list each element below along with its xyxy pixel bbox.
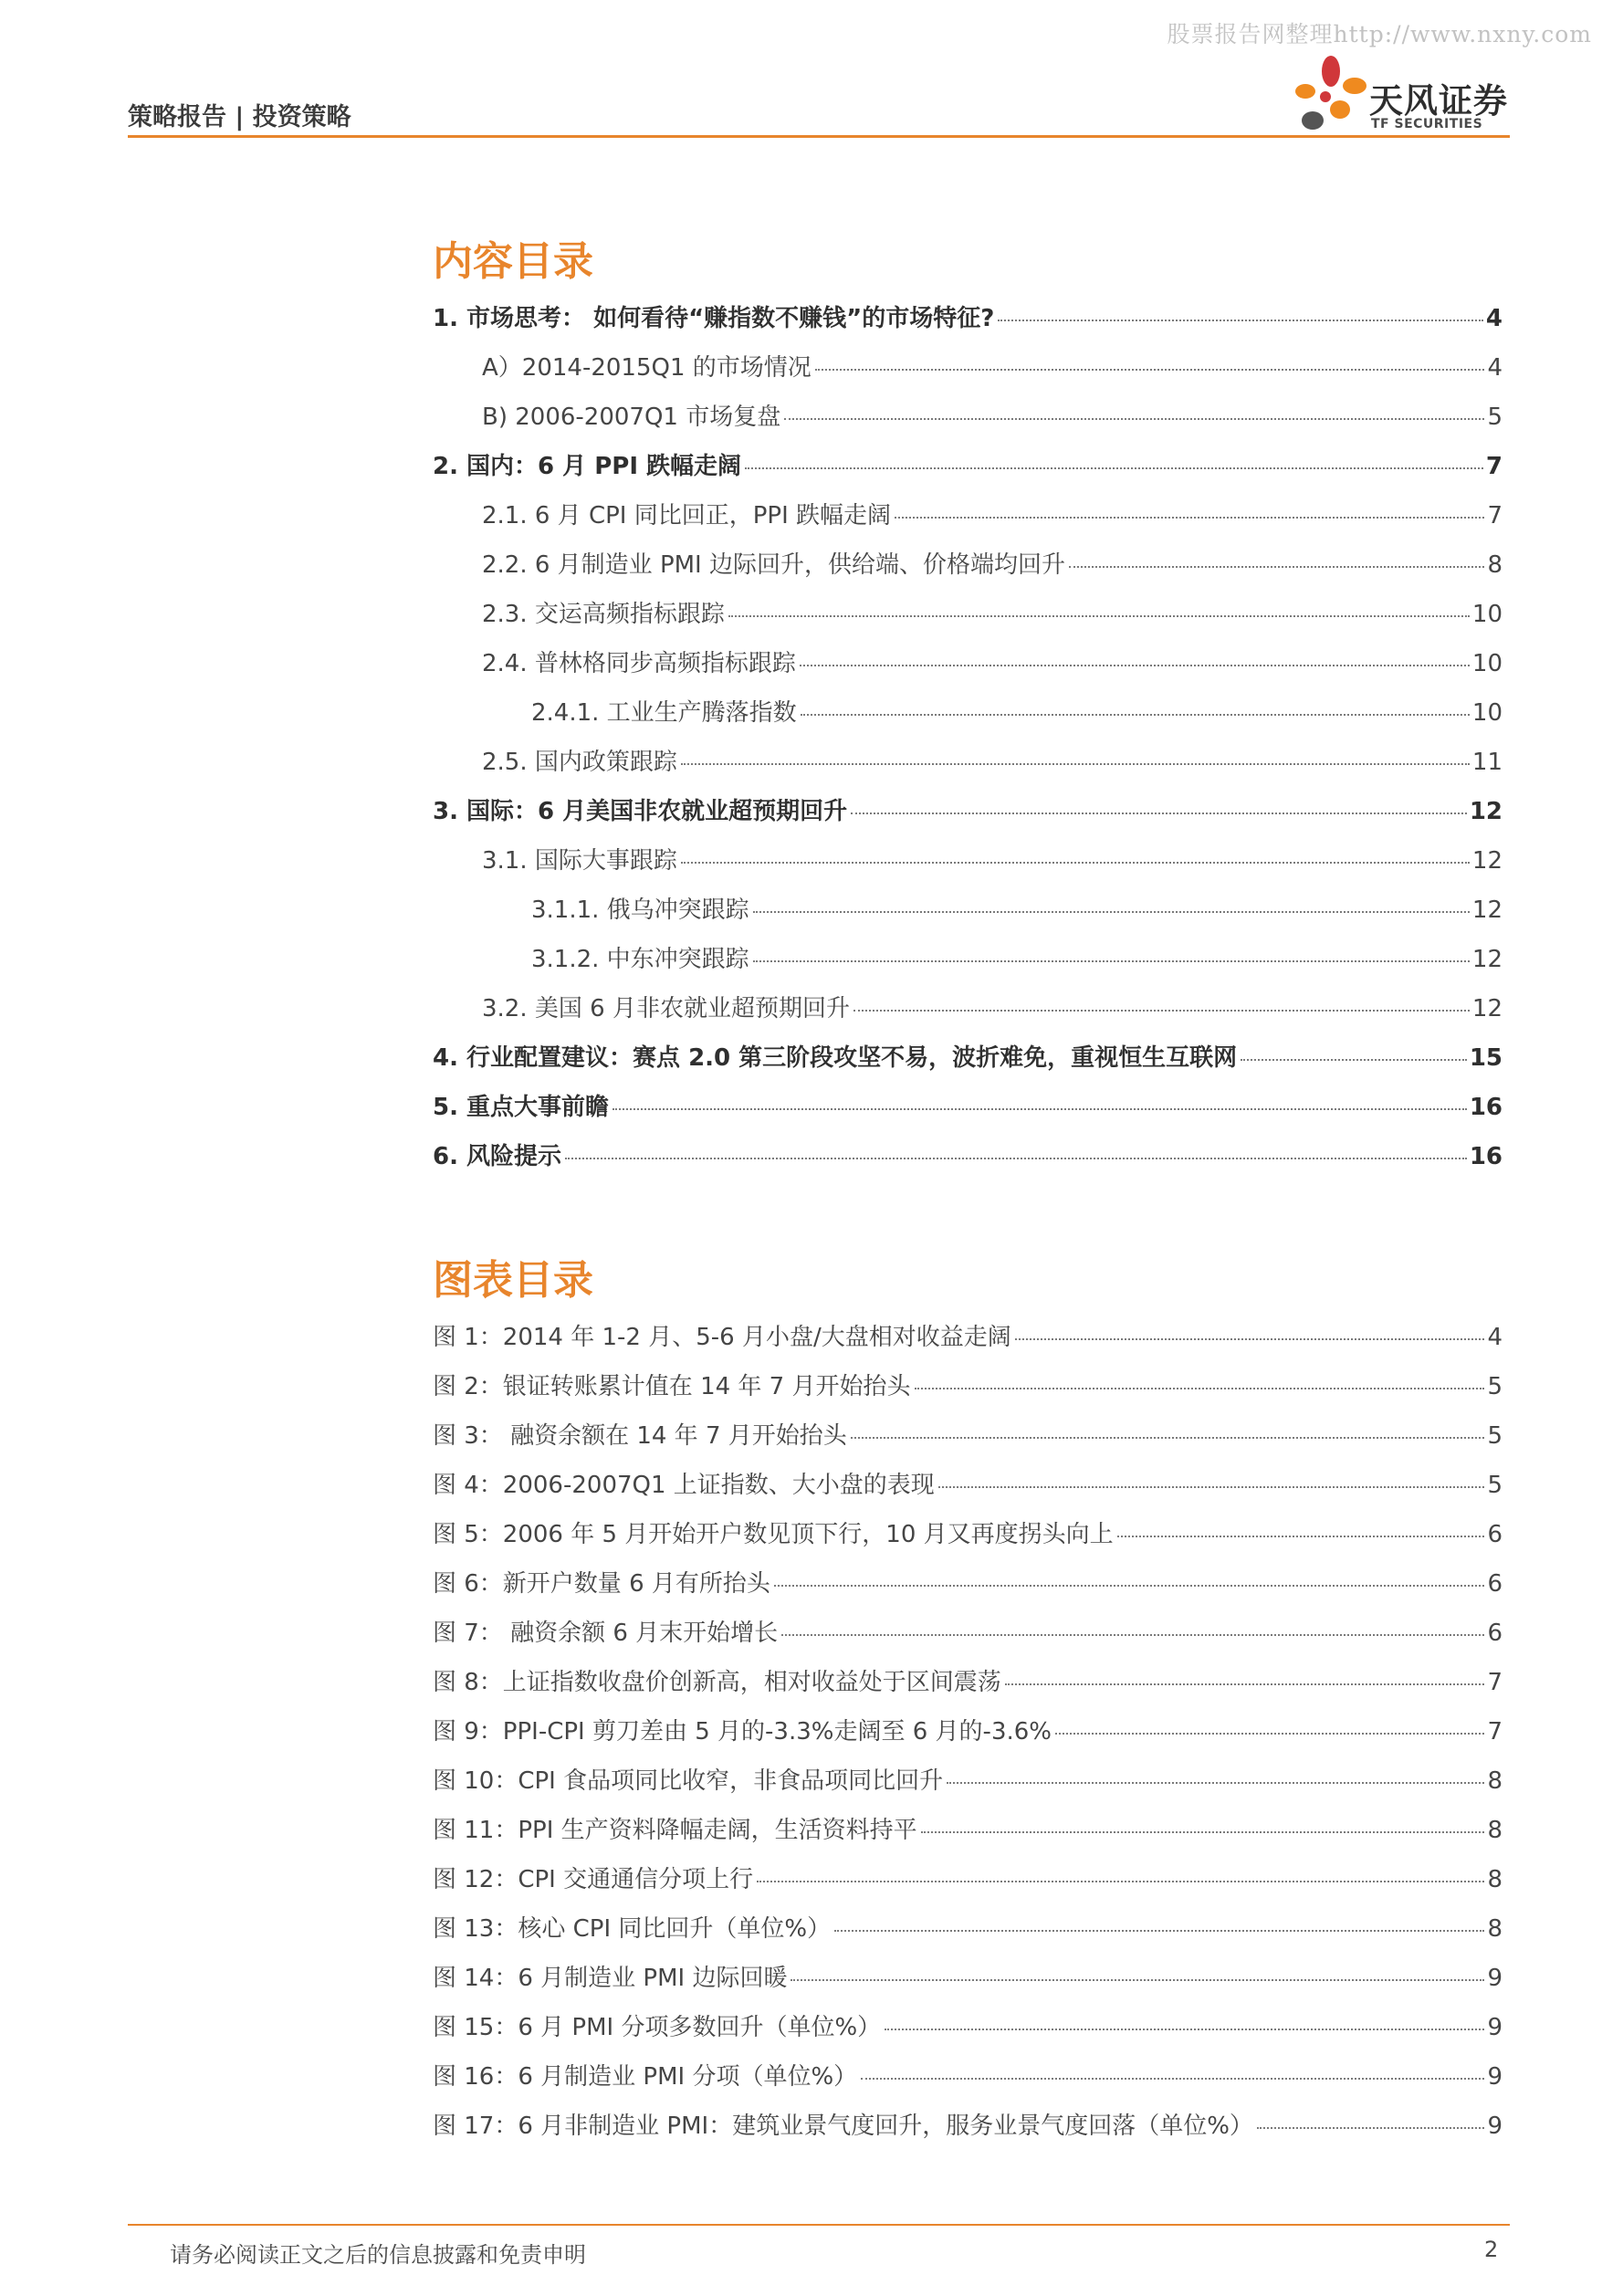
- figure-entry[interactable]: [433, 2008, 1503, 2045]
- figure-entry-page: 9: [1487, 2063, 1503, 2091]
- figure-entry-page: 6: [1487, 1521, 1503, 1548]
- figure-entry-label: 图 10：CPI 食品项同比收窄，非食品项同比回升: [433, 1767, 944, 1795]
- toc-entry-page: 12: [1471, 896, 1503, 924]
- figure-entry-label: 图 9：PPI-CPI 剪刀差由 5 月的-3.3%走阔至 6 月的-3.6%: [433, 1718, 1052, 1746]
- toc-entry-label: B) 2006-2007Q1 市场复盘: [482, 404, 781, 431]
- toc-entry-page: 16: [1469, 1143, 1503, 1170]
- figure-entry-page: 5: [1487, 1472, 1503, 1499]
- figure-entry-label: 图 6：新开户数量 6 月有所抬头: [433, 1570, 770, 1598]
- dot-leader: [681, 862, 1470, 864]
- contents-title: 内容目录: [433, 238, 593, 285]
- toc-entry-label: A）2014-2015Q1 的市场情况: [482, 354, 812, 382]
- figure-entry-page: 8: [1487, 1767, 1503, 1795]
- toc-entry-label: 1. 市场思考： 如何看待“赚指数不赚钱”的市场特征?: [433, 305, 995, 332]
- toc-entry-page: 5: [1487, 404, 1503, 431]
- dot-leader: [1069, 566, 1484, 568]
- toc-entry-label: 2.5. 国内政策跟踪: [482, 749, 677, 776]
- company-logo: [1285, 53, 1510, 141]
- toc-entry-label: 5. 重点大事前瞻: [433, 1094, 610, 1121]
- toc-entry-page: 8: [1487, 551, 1503, 579]
- figure-entry[interactable]: [433, 1762, 1503, 1798]
- toc-entry[interactable]: [482, 497, 1503, 533]
- toc-entry-page: 12: [1469, 798, 1503, 825]
- figure-entry-label: 图 11：PPI 生产资料降幅走阔，生活资料持平: [433, 1817, 917, 1844]
- figure-entry[interactable]: [433, 2107, 1503, 2144]
- toc-entry[interactable]: [433, 1138, 1503, 1174]
- figure-entry-page: 6: [1487, 1570, 1503, 1598]
- toc-entry-page: 4: [1487, 354, 1503, 382]
- figure-entry-label: 图 4：2006-2007Q1 上证指数、大小盘的表现: [433, 1472, 935, 1499]
- dot-leader: [895, 517, 1484, 519]
- toc-entry[interactable]: [482, 645, 1503, 681]
- figure-entry[interactable]: [433, 1515, 1503, 1552]
- toc-entry-page: 10: [1471, 650, 1503, 677]
- figure-entry-page: 9: [1487, 2113, 1503, 2140]
- figure-entry-label: 图 3： 融资余额在 14 年 7 月开始抬头: [433, 1422, 847, 1450]
- tf-flower-logo-icon: [1285, 53, 1369, 141]
- figure-entry[interactable]: [433, 1663, 1503, 1700]
- toc-entry[interactable]: [531, 940, 1503, 977]
- dot-leader: [938, 1486, 1485, 1488]
- dot-leader: [753, 911, 1470, 913]
- figure-entry-page: 8: [1487, 1866, 1503, 1893]
- dot-leader: [1241, 1059, 1467, 1061]
- toc-entry-label: 2.3. 交运高频指标跟踪: [482, 601, 725, 628]
- toc-entry-label: 6. 风险提示: [433, 1143, 562, 1170]
- toc-entry-label: 2.1. 6 月 CPI 同比回正，PPI 跌幅走阔: [482, 502, 892, 529]
- figure-entry[interactable]: [433, 1910, 1503, 1946]
- figure-entry-label: 图 2：银证转账累计值在 14 年 7 月开始抬头: [433, 1373, 911, 1400]
- toc-entry[interactable]: [531, 694, 1503, 730]
- dot-leader: [781, 1634, 1484, 1636]
- figure-entry-label: 图 8：上证指数收盘价创新高，相对收益处于区间震荡: [433, 1669, 1001, 1696]
- figure-entry[interactable]: [433, 1861, 1503, 1897]
- figure-entry[interactable]: [433, 1565, 1503, 1601]
- dot-leader: [915, 1388, 1485, 1389]
- toc-entry-page: 12: [1471, 847, 1503, 875]
- figure-entry[interactable]: [433, 1368, 1503, 1404]
- toc-entry-label: 3.2. 美国 6 月非农就业超预期回升: [482, 995, 850, 1022]
- toc-entry-page: 12: [1471, 946, 1503, 973]
- dot-leader: [774, 1585, 1485, 1587]
- toc-entry[interactable]: [433, 1039, 1503, 1075]
- dot-leader: [851, 1437, 1485, 1439]
- watermark: 股票报告网整理http://www.nxny.com: [1167, 21, 1592, 47]
- figure-entry-page: 7: [1487, 1718, 1503, 1746]
- figure-entry-label: 图 16：6 月制造业 PMI 分项（单位%）: [433, 2063, 858, 2091]
- figure-entry-label: 图 5：2006 年 5 月开始开户数见顶下行，10 月又再度拐头向上: [433, 1521, 1114, 1548]
- dot-leader: [998, 320, 1483, 321]
- toc-entry-label: 3.1.1. 俄乌冲突跟踪: [531, 896, 749, 924]
- dot-leader: [784, 418, 1484, 420]
- toc-entry[interactable]: [531, 891, 1503, 928]
- toc-entry-label: 3. 国际：6 月美国非农就业超预期回升: [433, 798, 848, 825]
- dot-leader: [1117, 1536, 1485, 1537]
- dot-leader: [1015, 1338, 1485, 1340]
- figure-entry-page: 8: [1487, 1817, 1503, 1844]
- dot-leader: [947, 1782, 1484, 1784]
- figure-entry-page: 6: [1487, 1620, 1503, 1647]
- figure-entry[interactable]: [433, 2058, 1503, 2094]
- dot-leader: [801, 714, 1470, 716]
- figure-entry-label: 图 12：CPI 交通通信分项上行: [433, 1866, 754, 1893]
- dot-leader: [753, 960, 1470, 962]
- dot-leader: [1005, 1683, 1485, 1685]
- toc-entry[interactable]: [482, 595, 1503, 632]
- toc-entry[interactable]: [433, 447, 1503, 484]
- toc-entry-page: 7: [1487, 502, 1503, 529]
- toc-entry-page: 7: [1485, 453, 1503, 480]
- dot-leader: [815, 369, 1485, 371]
- toc-entry[interactable]: [433, 299, 1503, 336]
- toc-entry-page: 10: [1471, 601, 1503, 628]
- toc-entry[interactable]: [433, 1088, 1503, 1125]
- toc-entry[interactable]: [482, 743, 1503, 780]
- footer-disclaimer: 请务必阅读正文之后的信息披露和免责申明: [170, 2242, 586, 2268]
- toc-entry-page: 16: [1469, 1094, 1503, 1121]
- toc-entry[interactable]: [482, 546, 1503, 582]
- figure-entry[interactable]: [433, 1713, 1503, 1749]
- toc-entry-page: 4: [1485, 305, 1503, 332]
- figure-entry-label: 图 7： 融资余额 6 月末开始增长: [433, 1620, 779, 1647]
- logo-english-name: TF SECURITIES: [1371, 117, 1483, 131]
- dot-leader: [681, 763, 1470, 765]
- dot-leader: [728, 615, 1470, 617]
- toc-entry-label: 2.4.1. 工业生产腾落指数: [531, 699, 797, 727]
- figure-entry-page: 5: [1487, 1373, 1503, 1400]
- dot-leader: [834, 1930, 1484, 1932]
- toc-entry[interactable]: [482, 349, 1503, 385]
- figure-entry-label: 图 15：6 月 PMI 分项多数回升（单位%）: [433, 2014, 882, 2041]
- figure-entry-page: 7: [1487, 1669, 1503, 1696]
- toc-entry[interactable]: [482, 398, 1503, 435]
- dot-leader: [613, 1108, 1467, 1110]
- figure-entry-page: 9: [1487, 1965, 1503, 1992]
- toc-entry-page: 11: [1471, 749, 1503, 776]
- footer-divider: [128, 2224, 1510, 2226]
- figure-entry-label: 图 13：核心 CPI 同比回升（单位%）: [433, 1915, 832, 1943]
- figure-entry[interactable]: [433, 1614, 1503, 1651]
- toc-entry-label: 4. 行业配置建议：赛点 2.0 第三阶段攻坚不易，波折难免，重视恒生互联网: [433, 1044, 1238, 1072]
- toc-entry-page: 10: [1471, 699, 1503, 727]
- figure-entry-page: 4: [1487, 1324, 1503, 1351]
- report-category: 策略报告 | 投资策略: [128, 103, 351, 131]
- toc-entry-page: 12: [1471, 995, 1503, 1022]
- figure-entry-label: 图 17：6 月非制造业 PMI：建筑业景气度回升，服务业景气度回落（单位%）: [433, 2113, 1253, 2140]
- toc-entry-label: 2.2. 6 月制造业 PMI 边际回升，供给端、价格端均回升: [482, 551, 1065, 579]
- dot-leader: [851, 813, 1467, 814]
- figure-entry-page: 5: [1487, 1422, 1503, 1450]
- figures-title: 图表目录: [433, 1257, 593, 1304]
- dot-leader: [800, 665, 1470, 666]
- figure-entry-page: 8: [1487, 1915, 1503, 1943]
- dot-leader: [885, 2029, 1484, 2030]
- dot-leader: [757, 1881, 1484, 1882]
- figure-entry[interactable]: [433, 1811, 1503, 1848]
- logo-chinese-name: 天风证券: [1369, 81, 1508, 121]
- dot-leader: [853, 1010, 1470, 1012]
- header-divider: [128, 135, 1510, 138]
- toc-entry-page: 15: [1469, 1044, 1503, 1072]
- figure-entry[interactable]: [433, 1417, 1503, 1453]
- dot-leader: [861, 2078, 1484, 2080]
- dot-leader: [1257, 2127, 1485, 2129]
- toc-entry[interactable]: [482, 842, 1503, 878]
- dot-leader: [745, 467, 1483, 469]
- toc-entry-label: 3.1. 国际大事跟踪: [482, 847, 677, 875]
- page-number: 2: [1484, 2237, 1499, 2262]
- dot-leader: [565, 1158, 1467, 1159]
- figure-entry-label: 图 1：2014 年 1-2 月、5-6 月小盘/大盘相对收益走阔: [433, 1324, 1011, 1351]
- toc-entry[interactable]: [482, 990, 1503, 1026]
- figure-entry-label: 图 14：6 月制造业 PMI 边际回暖: [433, 1965, 788, 1992]
- figure-entry[interactable]: [433, 1466, 1503, 1503]
- toc-entry-label: 3.1.2. 中东冲突跟踪: [531, 946, 749, 973]
- figure-entry-page: 9: [1487, 2014, 1503, 2041]
- toc-entry-label: 2.4. 普林格同步高频指标跟踪: [482, 650, 796, 677]
- toc-entry[interactable]: [433, 792, 1503, 829]
- figure-entry[interactable]: [433, 1959, 1503, 1996]
- toc-entry-label: 2. 国内：6 月 PPI 跌幅走阔: [433, 453, 742, 480]
- dot-leader: [921, 1831, 1485, 1833]
- figure-entry[interactable]: [433, 1318, 1503, 1355]
- dot-leader: [1055, 1733, 1484, 1735]
- dot-leader: [791, 1979, 1484, 1981]
